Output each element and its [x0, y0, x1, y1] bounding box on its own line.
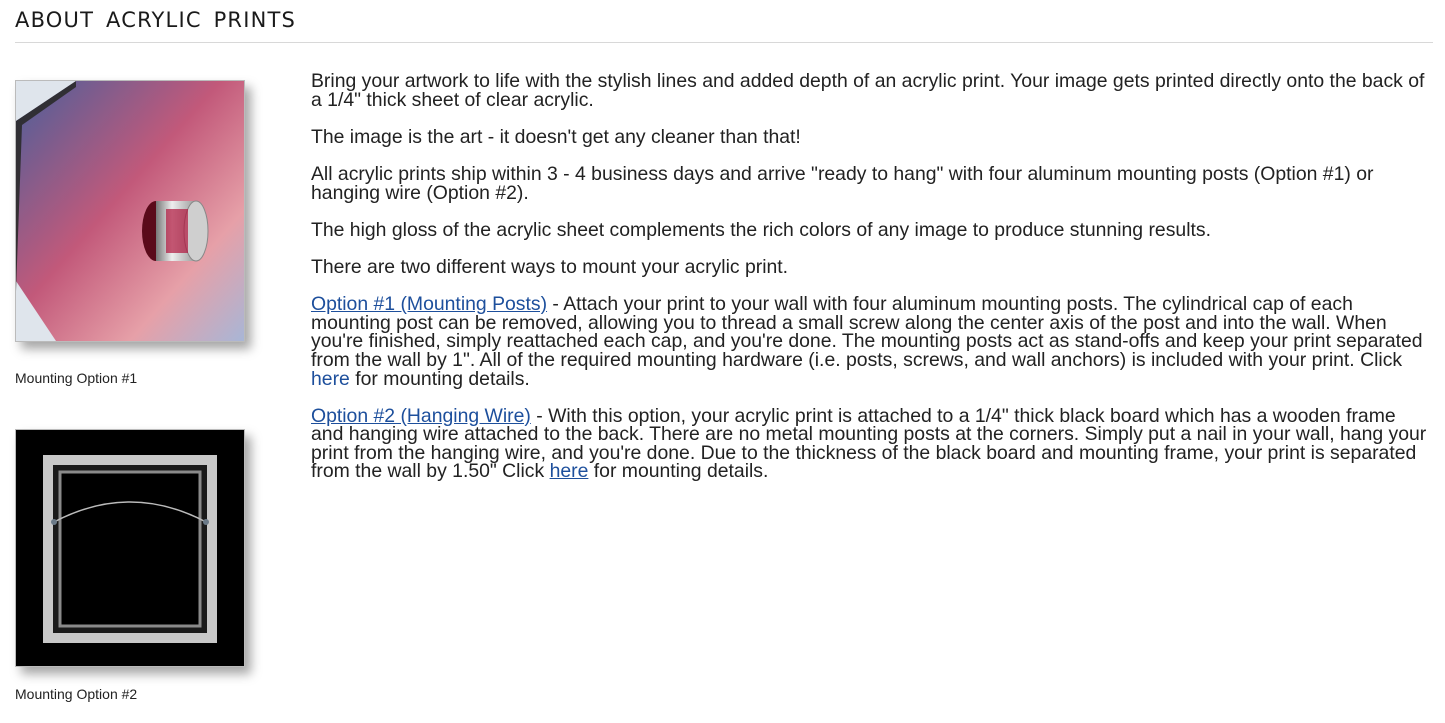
image1-caption: Mounting Option #1 [15, 370, 138, 386]
paragraph-gloss: The high gloss of the acrylic sheet complements the rich colors of any image to produce stunning results. [311, 218, 1211, 241]
paragraph-image-art: The image is the art - it doesn't get any cleaner than that! [311, 125, 801, 148]
page-header [15, 6, 1433, 43]
paragraph-option2 [311, 404, 1429, 483]
option1-link[interactable]: Option #1 (Mounting Posts) [311, 293, 548, 316]
option2-details: for mounting details. [588, 460, 769, 483]
option2-text: - With this option, your acrylic print is attached to a 1/4" thick black board which has a wooden frame and hanging wire attached to the back. There are no metal mounting posts at the corners. Simply put a nail in your wall, hang your print from the hanging wire, and you're done. Due to the thickness of the black board and mounting frame, your print is separated from the wall by 1.50" Click [311, 404, 1427, 483]
option1-here-link[interactable]: here [311, 367, 350, 390]
option1-text: - Attach your print to your wall with four aluminum mounting posts. The cylindrical cap of each mounting post can be removed, allowing you to thread a small screw along the center axis of the post and into the wall. When you're finished, simply reattached each cap, and you're done. The mounting posts act as stand-offs and keep your print separated from the wall by 1". All of the required mounting hardware (i.e. posts, screws, and wall anchors) is included with your print. Click [311, 293, 1423, 371]
option2-here-link[interactable]: here [549, 460, 589, 483]
sidebar [15, 80, 275, 702]
mounting-option-2-image [15, 429, 245, 667]
option2-link[interactable]: Option #2 (Hanging Wire) [311, 404, 531, 427]
paragraph-option1 [311, 295, 1429, 388]
image2-caption: Mounting Option #2 [15, 686, 138, 702]
acrylic-post-illustration [16, 81, 244, 341]
mounting-option-1-image [15, 80, 245, 342]
option1-details: for mounting details. [349, 367, 530, 390]
main-content [311, 72, 1429, 500]
page-title: ABOUT ACRYLIC PRINTS [15, 8, 297, 32]
paragraph-shipping: All acrylic prints ship within 3 - 4 business days and arrive "ready to hang" with four aluminum mounting posts (Option #1) or hanging wire (Option #2). [311, 162, 1374, 204]
hanging-wire-illustration [16, 430, 244, 666]
paragraph-mount-ways: There are two different ways to mount your acrylic print. [311, 255, 789, 278]
paragraph-intro: Bring your artwork to life with the stylish lines and added depth of an acrylic print. Your image gets printed directly onto the back of a 1/4" thick sheet of clear acrylic. [311, 70, 1425, 111]
